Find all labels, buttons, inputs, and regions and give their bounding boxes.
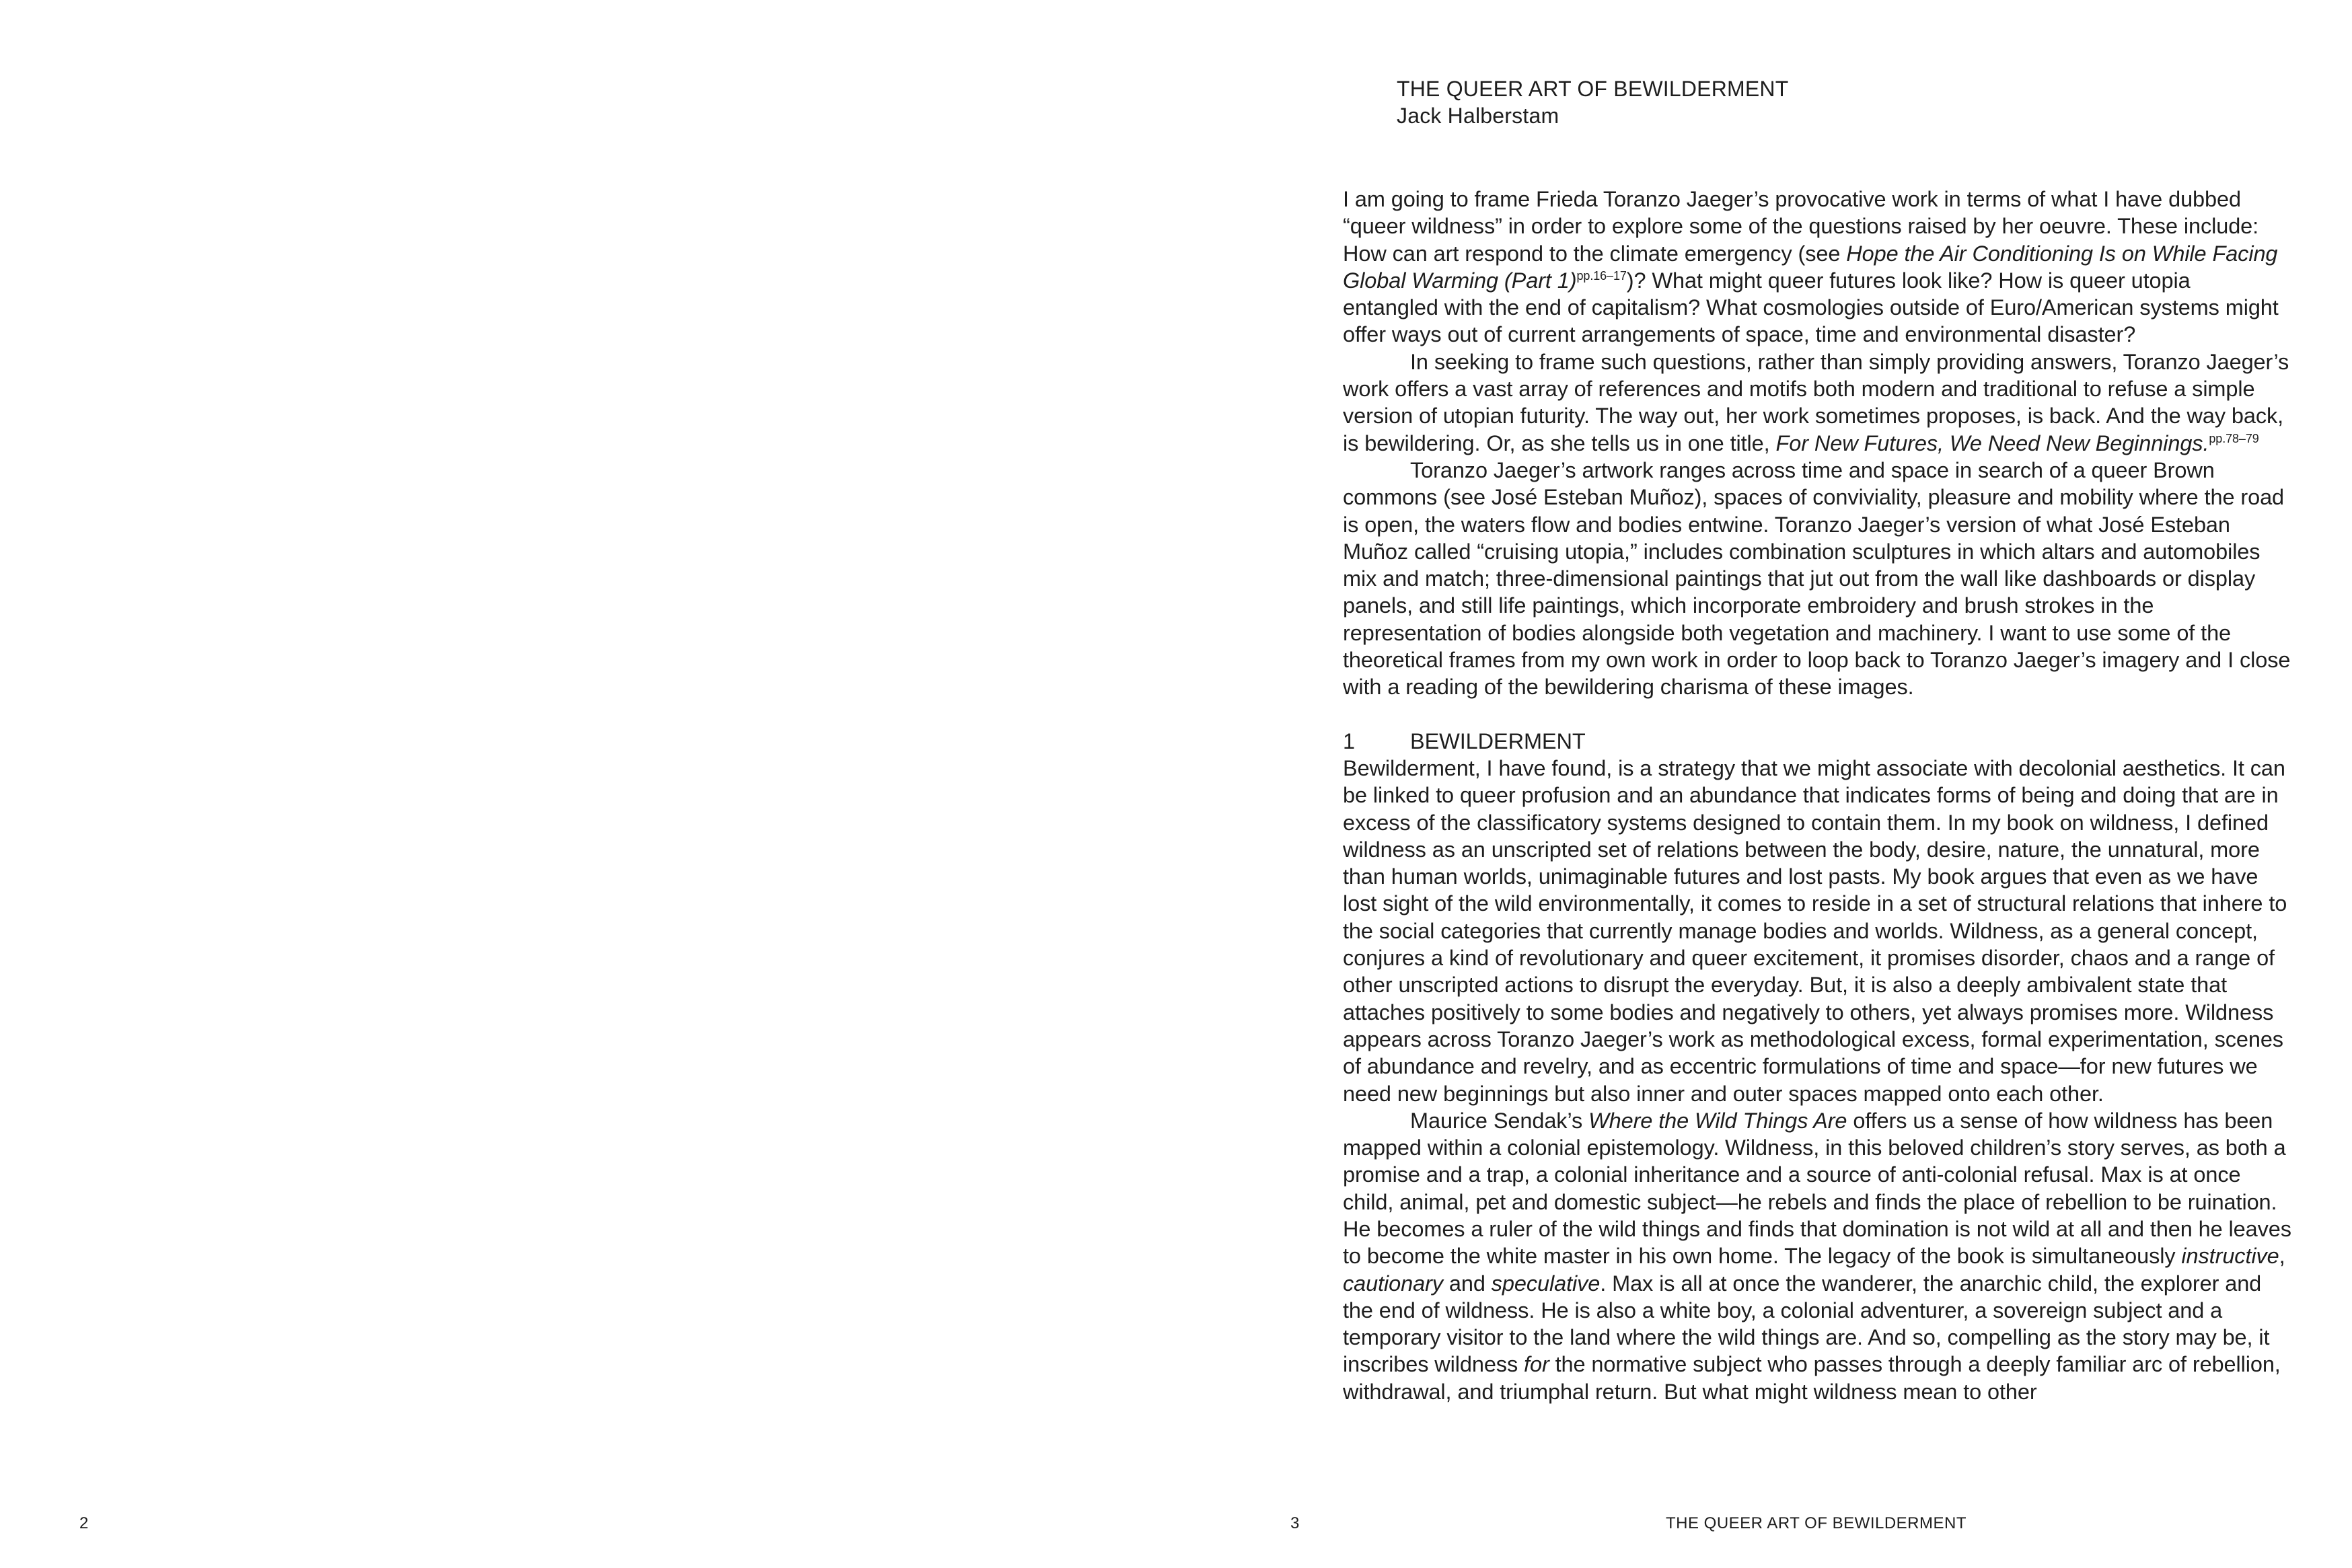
section-paragraph-1: Bewilderment, I have found, is a strategy that we might associate with decolonial aesthetics. It can be linked to queer profusion and an abundance that indicates forms of being and doing that are in excess of the classificatory systems designed to contain them. In my book on wildness, I defined wildness as an unscripted set of relations between the body, desire, nature, the unnatural, more than human worlds, unimaginable futures and lost pasts. My book argues that even as we have lost sight of the wild environmentally, it comes to reside in a set of structural relations that inhere to the social categories that currently manage bodies and worlds. Wildness, as a general concept, conjures a kind of revolutionary and queer excitement, it promises disorder, chaos and a range of other unscripted actions to disrupt the everyday. But, it is also a deeply ambivalent state that attaches positively to some bodies and negatively to others, yet always promises more. Wildness appears across Toranzo Jaeger’s work as methodological excess, formal experimentation, scenes of abundance and revelry, and as eccentric formulations of time and space—for new futures we need new beginnings but also inner and outer spaces mapped onto each other. bbox=[1343, 755, 2287, 1106]
page-reference: pp.16–17 bbox=[1576, 268, 1627, 283]
intro-paragraph-1: I am going to frame Frieda Toranzo Jaeger’s provocative work in terms of what I have dubbed “queer wildness” in order to explore some of the questions raised by her oeuvre. These include: How can art respond to the climate emergency (see Hope the Air Conditioning Is on While Facing Global Warming (Part 1)$^{pp.16-17}$)? What might queer futures look like? How is queer utopia entangled with the end of capitalism? What cosmologies outside of Euro/American systems might offer ways out of current arrangements of space, time and environmental disaster? bbox=[1343, 187, 2279, 347]
essay-author: Jack Halberstam bbox=[1397, 104, 1559, 128]
section-number: 1 bbox=[1343, 729, 1355, 753]
essay-title: THE QUEER ART OF BEWILDERMENT bbox=[1397, 77, 1789, 101]
page-reference: pp.78–79 bbox=[2209, 431, 2259, 445]
left-page-number: 2 bbox=[79, 1514, 89, 1532]
running-footer-title: THE QUEER ART OF BEWILDERMENT bbox=[1666, 1514, 1967, 1532]
book-title: Where the Wild Things Are bbox=[1588, 1108, 1847, 1133]
artwork-title: For New Futures, We Need New Beginnings. bbox=[1775, 431, 2209, 455]
essay-body bbox=[1343, 186, 2291, 1405]
intro-paragraph-3: Toranzo Jaeger’s artwork ranges across time and space in search of a queer Brown commons (see José Esteban Muñoz), spaces of conviviality, pleasure and mobility where the road is open, the waters flow and bodies entwine. Toranzo Jaeger’s version of what José Esteban Muñoz called “cruising utopia,” includes combination sculptures in which altars and automobiles mix and match; three-dimensional paintings that jut out from the wall like dashboards or display panels, and still life paintings, which incorporate embroidery and brush strokes in the representation of bodies alongside both vegetation and machinery. I want to use some of the theoretical frames from my own work in order to loop back to Toranzo Jaeger’s imagery and I close with a reading of the bewildering charisma of these images. bbox=[1343, 457, 2291, 700]
section-paragraph-2: Maurice Sendak’s Where the Wild Things Are offers us a sense of how wildness has been mapped within a colonial epistemology. Wildness, in this beloved children’s story serves, as both a promise and a trap, a colonial inheritance and a source of anti-colonial refusal. Max is at once child, animal, pet and domestic subject—he rebels and finds the place of rebellion to be ruination. He becomes a ruler of the wild things and finds that domination is not wild at all and then he leaves to become the white master in his own home. The legacy of the book is simultaneously instructive, cautionary and speculative. Max is all at once the wanderer, the anarchic child, the explorer and the end of wildness. He is also a white boy, a colonial adventurer, a sovereign subject and a temporary visitor to the land where the wild things are. And so, compelling as the story may be, it inscribes wildness for the normative subject who passes through a deeply familiar arc of rebellion, withdrawal, and triumphal return. But what might wildness mean to other bbox=[1343, 1108, 2291, 1404]
intro-paragraph-2: In seeking to frame such questions, rather than simply providing answers, Toranzo Jaeger’s work offers a vast array of references and motifs both modern and traditional to refuse a simple version of utopian futurity. The way out, her work sometimes proposes, is back. And the way back, is bewildering. Or, as she tells us in one title, For New Futures, We Need New Beginnings.$^{pp.78-79}$ bbox=[1343, 349, 2289, 455]
essay-header bbox=[1397, 75, 1788, 129]
artwork-title: Hope the Air Conditioning Is on While Facing Global Warming (Part 1) bbox=[1343, 241, 2278, 293]
section-title: BEWILDERMENT bbox=[1410, 729, 1586, 753]
section-heading bbox=[1343, 728, 2291, 755]
right-page-number: 3 bbox=[1290, 1514, 1300, 1532]
